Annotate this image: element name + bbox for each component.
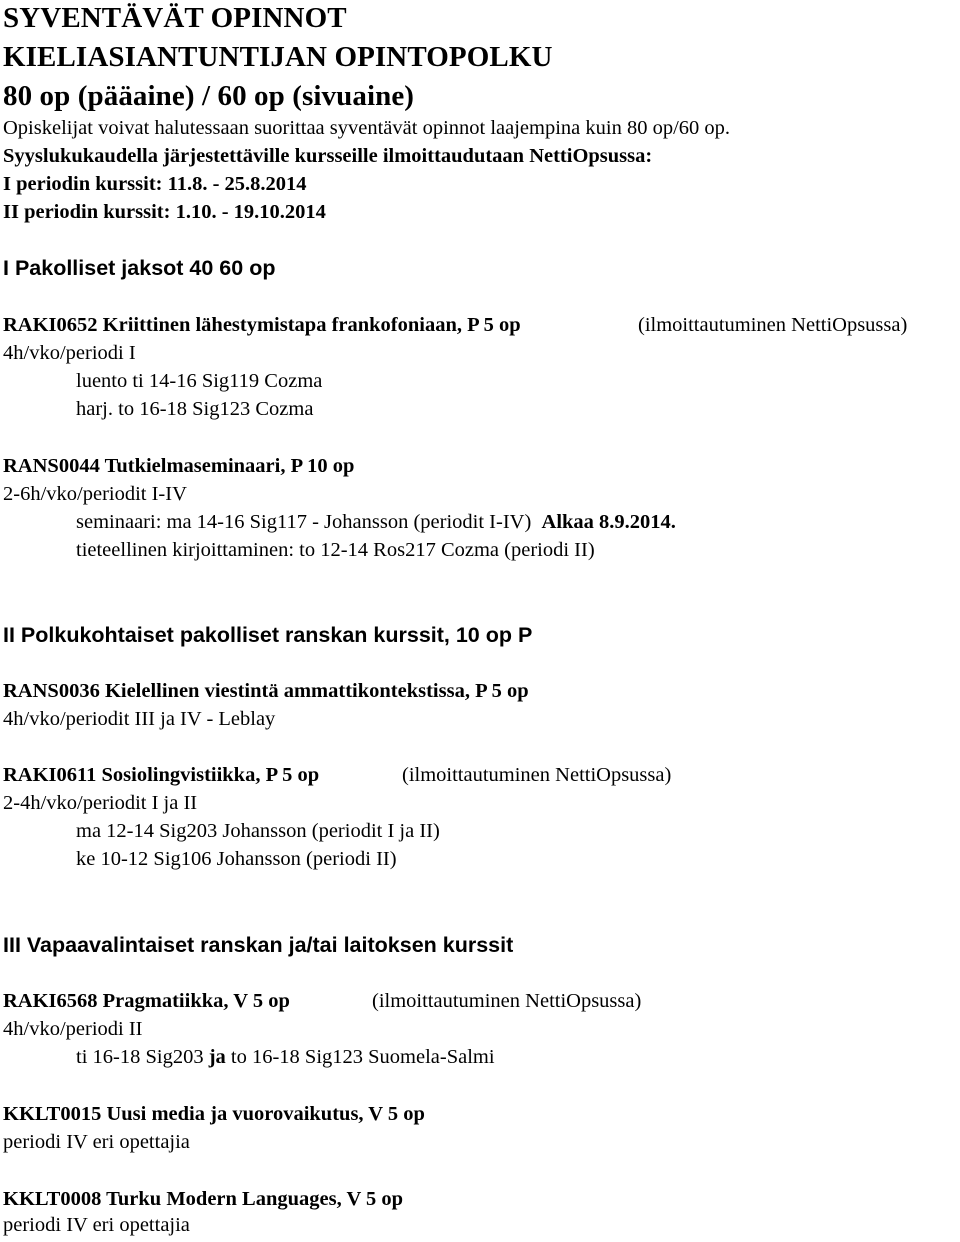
title-line-3: 80 op (pääaine) / 60 op (sivuaine) [3,80,415,112]
course-raki0611-registration: (ilmoittautuminen NettiOpsussa) [402,764,672,786]
course-rans0044-title: RANS0044 Tutkielmaseminaari, P 10 op [3,455,355,477]
course-raki0611-session-1: ma 12-14 Sig203 Johansson (periodit I ja II) [76,820,440,842]
course-raki6568-registration: (ilmoittautuminen NettiOpsussa) [372,990,642,1012]
course-kklt0008-hours: periodi IV eri opettajia [3,1214,190,1236]
section-2-title: II Polkukohtaiset pakolliset ranskan kurssit, 10 op P [3,623,533,647]
course-rans0044-hours: 2-6h/vko/periodit I-IV [3,483,187,505]
course-kklt0015-title: KKLT0015 Uusi media ja vuorovaikutus, V 5 op [3,1103,425,1125]
course-raki0652-hours: 4h/vko/periodi I [3,342,136,364]
course-kklt0008-title: KKLT0008 Turku Modern Languages, V 5 op [3,1188,404,1210]
course-rans0044-seminar [76,511,676,534]
course-raki0611-hours: 2-4h/vko/periodit I ja II [3,792,198,814]
course-rans0036-hours: 4h/vko/periodit III ja IV - Leblay [3,708,276,730]
note-text: Opiskelijat voivat halutessaan suorittaa syventävät opinnot laajempina kuin 80 op/60 op. [3,117,731,139]
course-rans0036-title: RANS0036 Kielellinen viestintä ammattikontekstissa, P 5 op [3,680,529,702]
course-rans0044-start-date: Alkaa 8.9.2014. [541,511,676,533]
course-raki0652-title: RAKI0652 Kriittinen lähestymistapa frankofoniaan, P 5 op [3,314,521,336]
course-raki6568-sessions [76,1046,495,1069]
course-raki0652-lecture: luento ti 14-16 Sig119 Cozma [76,370,323,392]
course-raki6568-session-b: to 16-18 Sig123 Suomela-Salmi [230,1046,495,1068]
course-kklt0015-hours: periodi IV eri opettajia [3,1131,190,1153]
course-raki6568-title: RAKI6568 Pragmatiikka, V 5 op [3,990,290,1012]
course-raki6568-session-a: ti 16-18 Sig203 [76,1046,204,1068]
title-line-1: SYVENTÄVÄT OPINNOT [3,2,347,34]
section-3-title: III Vapaavalintaiset ranskan ja/tai laitoksen kurssit [3,933,514,957]
period1-registration: I periodin kurssit: 11.8. - 25.8.2014 [3,173,307,195]
course-raki6568-conjunction: ja [208,1046,226,1068]
registration-text: Syyslukukaudella järjestettäville kursseille ilmoittaudutaan NettiOpsussa: [3,145,653,167]
section-1-title: I Pakolliset jaksot 40 60 op [3,256,276,280]
course-raki6568-hours: 4h/vko/periodi II [3,1018,143,1040]
course-raki0611-session-2: ke 10-12 Sig106 Johansson (periodi II) [76,848,397,870]
title-line-2: KIELIASIANTUNTIJAN OPINTOPOLKU [3,41,553,73]
course-raki0611-title: RAKI0611 Sosiolingvistiikka, P 5 op [3,764,320,786]
course-rans0044-seminar-text: seminaari: ma 14-16 Sig117 - Johansson (periodit I-IV) [76,511,532,533]
course-raki0652-exercise: harj. to 16-18 Sig123 Cozma [76,398,314,420]
course-rans0044-writing: tieteellinen kirjoittaminen: to 12-14 Ros217 Cozma (periodi II) [76,539,595,561]
course-raki0652-registration: (ilmoittautuminen NettiOpsussa) [638,314,908,336]
period2-registration: II periodin kurssit: 1.10. - 19.10.2014 [3,201,326,223]
